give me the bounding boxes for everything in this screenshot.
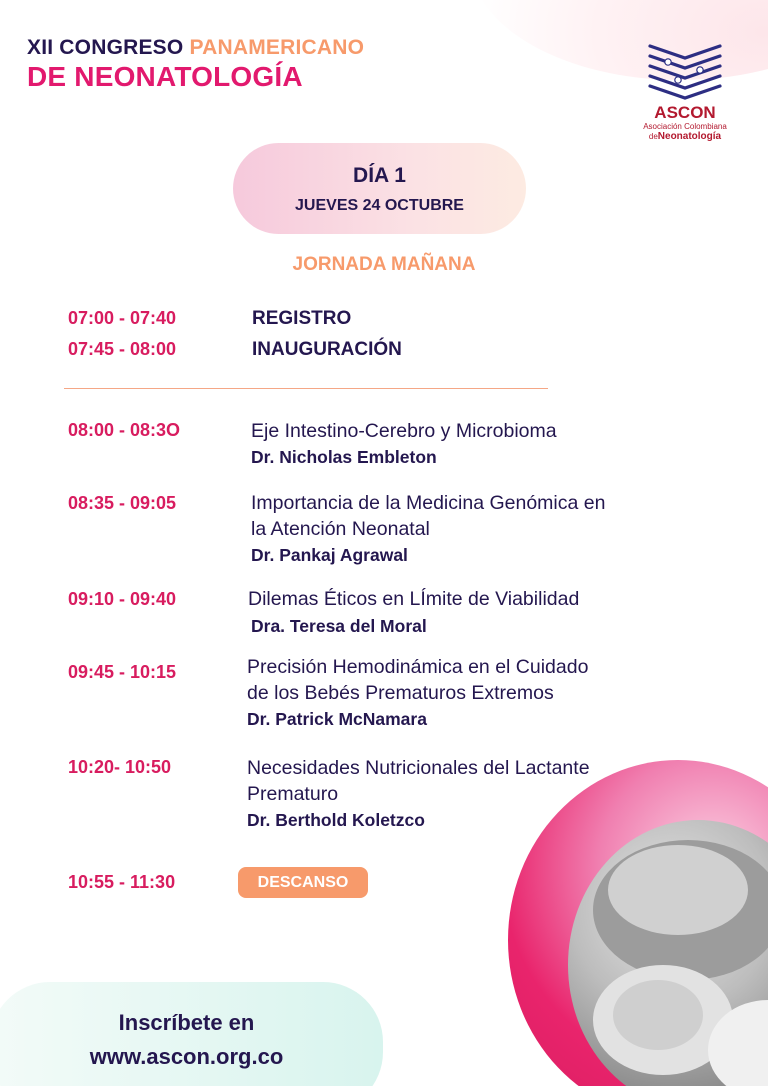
logo-subtitle-1: Asociación Colombiana	[643, 122, 727, 131]
talk-speaker: Dr. Berthold Koletzco	[247, 810, 425, 830]
day-label: DÍA 1	[353, 164, 406, 187]
break-badge: DESCANSO	[238, 867, 368, 898]
day-date: JUEVES 24 OCTUBRE	[295, 197, 464, 214]
event-title-line2: DE NEONATOLOGÍA	[27, 61, 303, 92]
talk-time: 08:35 - 09:05	[68, 493, 177, 513]
talk-title: Necesidades Nutricionales del Lactante Prematuro	[247, 757, 590, 805]
cta-line1: Inscríbete en	[118, 1010, 255, 1035]
event-title	[27, 36, 364, 94]
talk-speaker: Dr. Patrick McNamara	[247, 709, 427, 729]
break-time: 10:55 - 11:30	[68, 872, 176, 892]
session-label: JORNADA MAÑANA	[292, 254, 476, 275]
opening-time-2: 07:45 - 08:00	[68, 339, 177, 359]
talk-time: 09:45 - 10:15	[68, 662, 177, 682]
talk-time: 10:20- 10:50	[68, 757, 172, 777]
ascon-logo	[640, 40, 730, 150]
talk-speaker: Dr. Pankaj Agrawal	[251, 545, 408, 565]
talk-speaker: Dra. Teresa del Moral	[251, 616, 427, 636]
divider-line	[64, 388, 548, 389]
cta-url[interactable]: www.ascon.org.co	[89, 1044, 284, 1069]
ascon-logo-text	[640, 104, 730, 142]
talk-title: Dilemas Éticos en LÍmite de Viabilidad	[248, 588, 580, 610]
talk-time: 09:10 - 09:40	[68, 589, 177, 609]
talk-title: Eje Intestino-Cerebro y Microbioma	[251, 420, 557, 442]
opening-title-1: REGISTRO	[252, 308, 352, 329]
talk-title: Importancia de la Medicina Genómica en la Atención Neonatal	[251, 492, 606, 540]
registration-cta[interactable]	[0, 982, 383, 1086]
logo-subtitle-2: deNeonatología	[648, 131, 722, 142]
logo-name: ASCON	[654, 103, 716, 122]
talk-speaker: Dr. Nicholas Embleton	[251, 447, 437, 467]
event-title-accent: PANAMERICANO	[189, 36, 365, 59]
opening-title-2: INAUGURACIÓN	[252, 339, 402, 360]
talk-time: 08:00 - 08:3O	[68, 420, 181, 440]
day-badge	[233, 143, 526, 234]
event-title-line1: XII CONGRESO PANAMERICANO	[27, 36, 365, 59]
ascon-stork-logo-icon	[640, 40, 730, 104]
talk-title: Precisión Hemodinámica en el Cuidado de los Bebés Prematuros Extremos	[247, 656, 589, 704]
opening-time-1: 07:00 - 07:40	[68, 308, 177, 328]
